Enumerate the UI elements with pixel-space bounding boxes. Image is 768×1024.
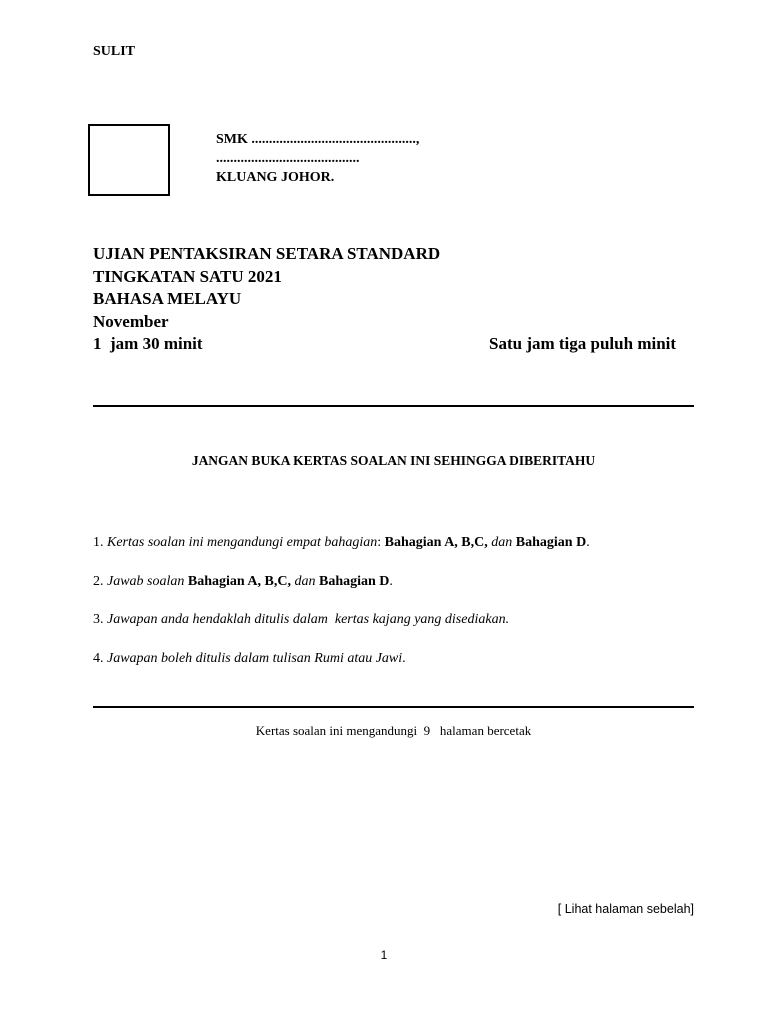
school-address (216, 130, 419, 187)
instruction-text: . (389, 574, 393, 589)
exam-form: TINGKATAN SATU 2021 (93, 266, 282, 286)
instruction-item-4 (93, 651, 406, 667)
instruction-text: : (377, 535, 385, 550)
exam-month: November (93, 311, 169, 331)
instruction-item-3 (93, 612, 509, 628)
instruction-bold: Bahagian D (318, 574, 390, 589)
duration-numeric: 1 jam 30 minit (93, 334, 203, 353)
instruction-text: Kertas soalan ini mengandungi empat bahagian (107, 535, 378, 550)
instruction-item-1 (93, 535, 590, 551)
school-location-line: KLUANG JOHOR. (216, 170, 335, 185)
next-page-note: [ Lihat halaman sebelah] (557, 902, 694, 916)
instruction-bold: Bahagian D (515, 535, 587, 550)
school-blank-line: ......................................... (216, 151, 360, 166)
instruction-number: 4. (93, 651, 107, 666)
warning-notice: JANGAN BUKA KERTAS SOALAN INI SEHINGGA DIBERITAHU (191, 453, 596, 468)
page-number: 1 (380, 948, 388, 962)
divider-top (93, 405, 694, 407)
school-logo-box (88, 124, 170, 196)
instruction-number: 3. (93, 612, 107, 627)
school-name-line: SMK ..............................................., (216, 132, 420, 147)
divider-bottom (93, 706, 694, 708)
exam-title-block (93, 243, 440, 333)
instruction-text: Jawapan boleh ditulis dalam tulisan Rumi atau Jawi (107, 651, 403, 666)
instruction-text: . (586, 535, 590, 550)
instruction-text: dan (290, 574, 319, 589)
instruction-item-2 (93, 574, 393, 590)
instruction-text: . (402, 651, 406, 666)
classification-label: SULIT (93, 44, 136, 59)
instruction-text: Jawab soalan (107, 574, 188, 589)
instruction-text: Jawapan anda hendaklah ditulis dalam kertas kajang yang disediakan. (107, 612, 510, 627)
exam-title: UJIAN PENTAKSIRAN SETARA STANDARD (93, 244, 441, 263)
instruction-bold: Bahagian A, B,C, (384, 535, 488, 550)
duration-words: Satu jam tiga puluh minit (489, 334, 677, 353)
instruction-bold: Bahagian A, B,C, (187, 574, 291, 589)
page-count-note: Kertas soalan ini mengandungi 9 halaman bercetak (255, 723, 532, 738)
instruction-text: dan (487, 535, 516, 550)
instruction-number: 2. (93, 574, 107, 589)
instruction-number: 1. (93, 535, 107, 550)
exam-subject: BAHASA MELAYU (93, 289, 242, 308)
